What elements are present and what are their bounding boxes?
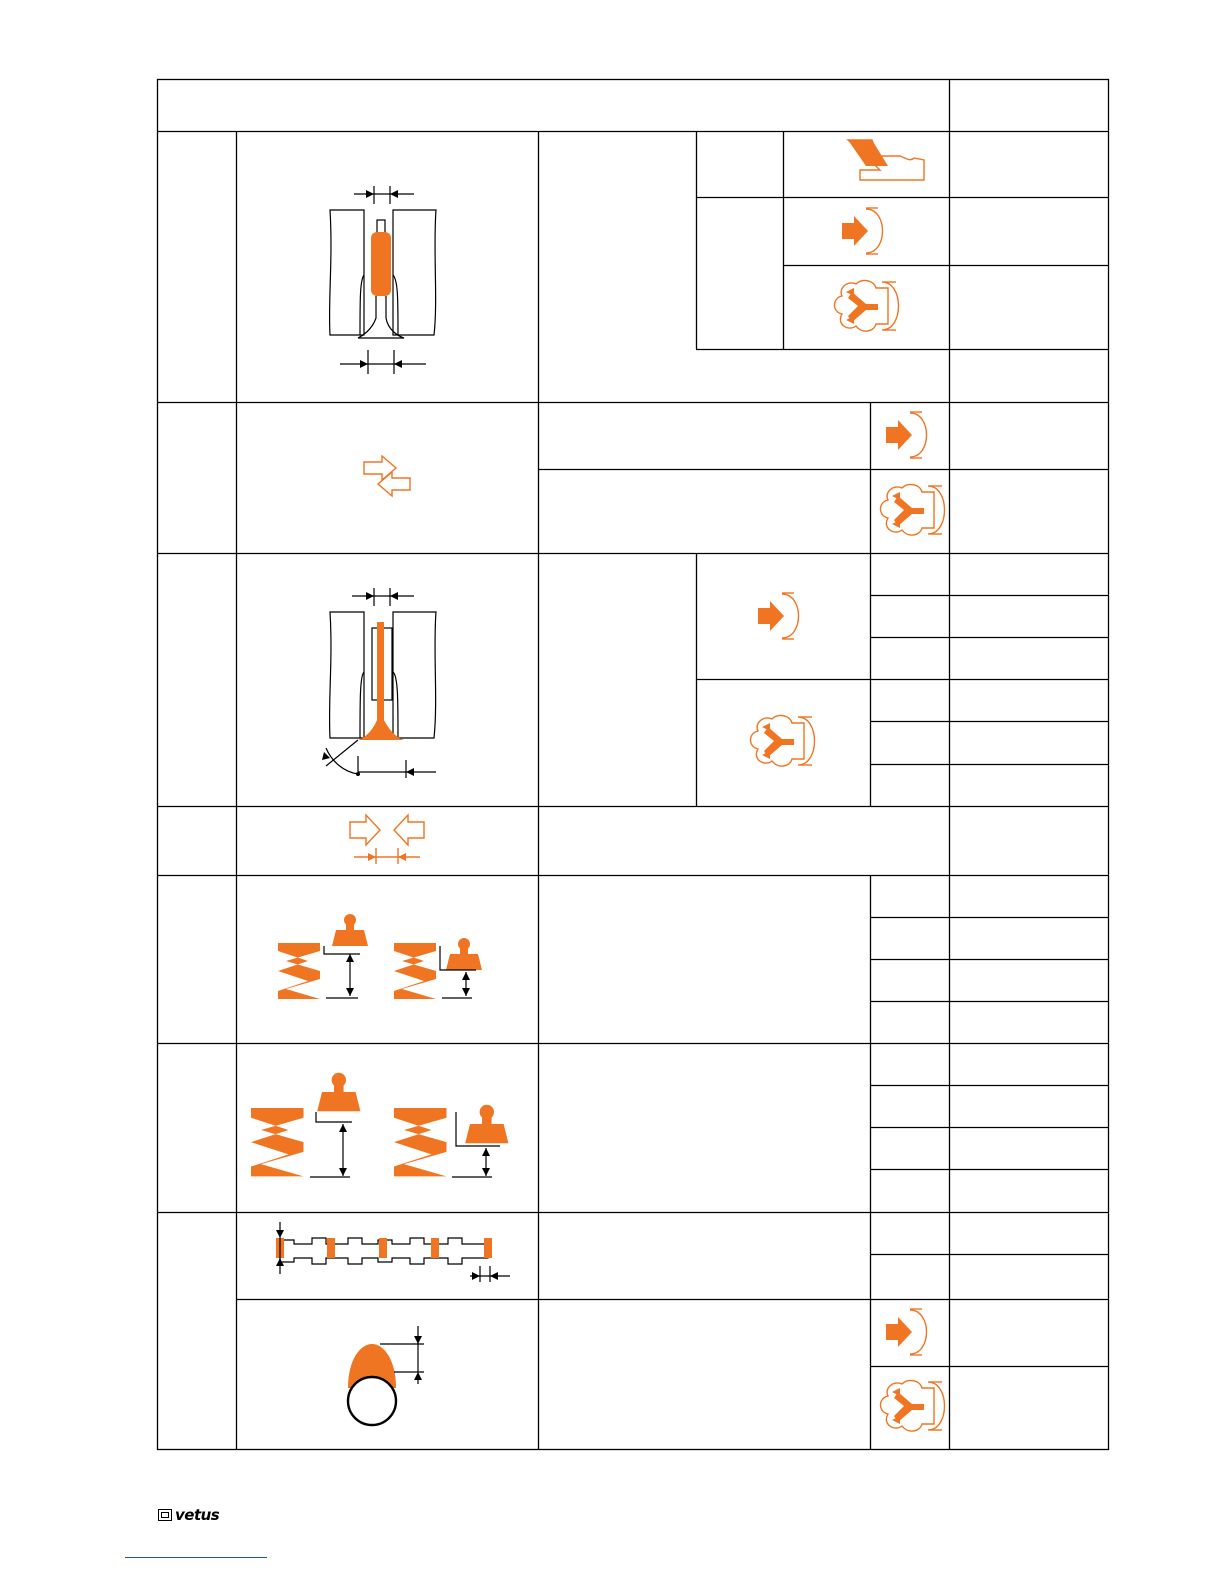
table-header-left	[160, 84, 945, 128]
intake-valve-icon	[886, 1309, 927, 1355]
scraper-icon	[848, 140, 924, 180]
spring-load-diagram	[278, 914, 482, 999]
brand-logo	[158, 1507, 219, 1523]
exhaust-valve-icon	[835, 281, 899, 332]
large-spring-load-diagram	[251, 1073, 508, 1177]
intake-valve-icon	[842, 208, 883, 254]
cam-lobe-diagram	[348, 1326, 424, 1425]
exhaust-valve-icon	[881, 1381, 945, 1432]
brand-logo-text: vetus	[175, 1506, 220, 1524]
table-header-right	[952, 84, 1104, 128]
exhaust-valve-icon	[881, 485, 945, 536]
swap-arrows-icon	[364, 456, 410, 496]
valve-stem-clearance-diagram	[330, 186, 436, 374]
camshaft-diagram	[276, 1222, 510, 1282]
push-together-arrows-icon	[350, 815, 424, 864]
footer-link-rule[interactable]	[125, 1557, 267, 1558]
exhaust-valve-icon	[751, 716, 815, 767]
valve-guide-diagram	[322, 588, 436, 778]
vetus-logo-icon	[158, 1509, 172, 1521]
intake-valve-icon	[758, 593, 799, 639]
intake-valve-icon	[886, 412, 927, 458]
